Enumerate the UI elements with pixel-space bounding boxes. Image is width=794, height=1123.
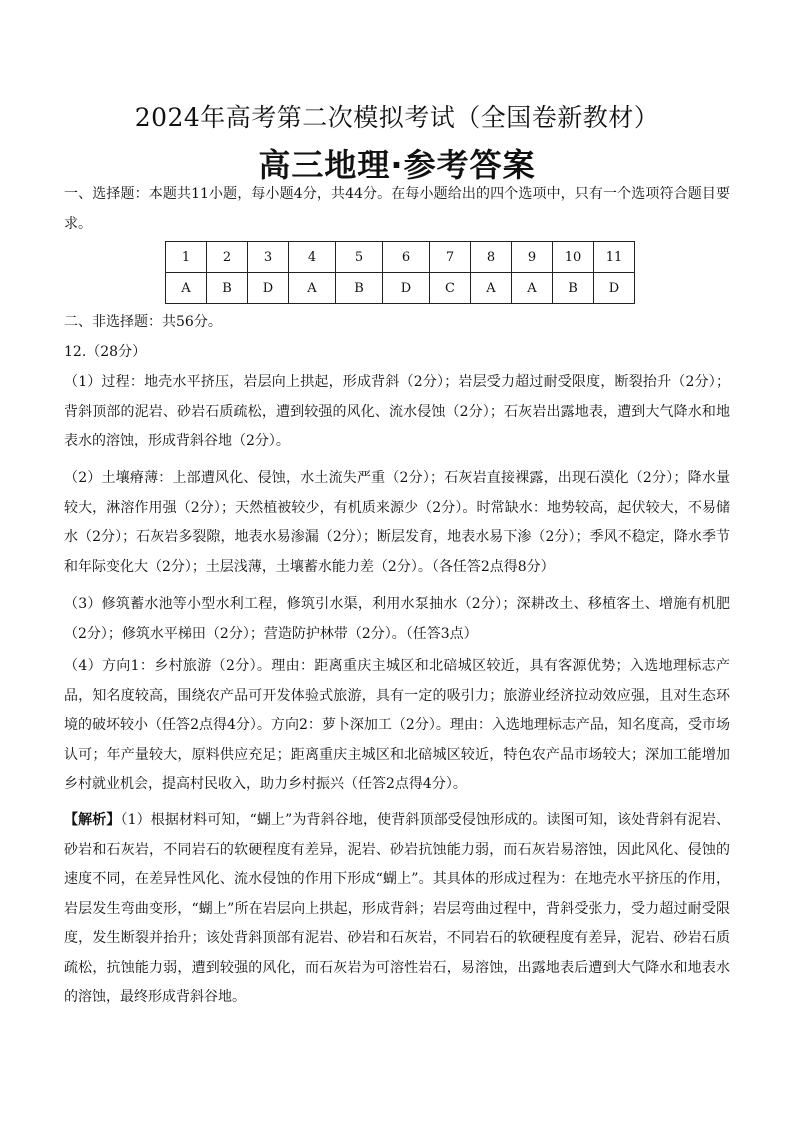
q12-part2-answer: （2）土壤瘠薄：上部遭风化、侵蚀，水土流失严重（2分）；石灰岩直接裸露，出现石漠化（2分）；降水量较大，淋溶作用强（2分）；天然植被较少，有机质来源少（2分）。时常缺水：地势较高，起伏较大，不易储水（2分）；石灰岩多裂隙，地表水易渗漏（2分）；断层发育，地表水易下渗（2分）；季风不稳定，降水季节和年际变化大（2分）；土层浅薄，土壤蓄水能力差（2分）。（各任答2点得8分） [64, 470, 730, 575]
question-number-cell: 8 [471, 242, 512, 273]
answer-table-number-row [166, 242, 635, 273]
q12-part4-answer: （4）方向1：乡村旅游（2分）。理由：距离重庆主城区和北碚城区较近，具有客源优势；入选地理标志产品，知名度较高，围绕农产品可开发体验式旅游，具有一定的吸引力；旅游业经济拉动效应强，且对生态环境的破坏较小（任答2点得4分）。方向2：萝卜深加工（2分）。理由：入选地理标志产品，知名度高，受市场认可；年产量较大，原料供应充足；距离重庆主城区和北碚城区较近，特色农产品市场较大；深加工能增加乡村就业机会，提高村民收入，助力乡村振兴（任答2点得4分）。 [64, 658, 730, 792]
q12-part1-answer: （1）过程：地壳水平挤压，岩层向上拱起，形成背斜（2分）；岩层受力超过耐受限度，断裂抬升（2分）；背斜顶部的泥岩、砂岩石质疏松，遭到较强的风化、流水侵蚀（2分）；石灰岩出露地表，遭到大气降水和地表水的溶蚀，形成背斜谷地（2分）。 [64, 374, 730, 449]
answer-cell: D [594, 273, 635, 304]
answer-cell: A [166, 273, 207, 304]
question-number-cell: 5 [336, 242, 383, 273]
question-number-cell: 2 [207, 242, 248, 273]
answer-cell: D [383, 273, 430, 304]
analysis-text: （1）根据材料可知，“蝴上”为背斜谷地，使背斜顶部受侵蚀形成的。读图可知，该处背斜有泥岩、砂岩和石灰岩，不同岩石的软硬程度有差异，泥岩、砂岩抗蚀能力弱，而石灰岩易溶蚀，因此风化、侵蚀的速度不同，在差异性风化、流水侵蚀的作用下形成“蝴上”。其具体的形成过程为：在地壳水平挤压的作用，岩层发生弯曲变形，“蝴上”所在岩层向上拱起，形成背斜；岩层弯曲过程中，背斜受张力，受力超过耐受限度，发生断裂并抬升；该处背斜顶部有泥岩、砂岩和石灰岩，不同岩石的软硬程度有差异，泥岩、砂岩石质疏松，抗蚀能力弱，遭到较强的风化，而石灰岩为可溶性岩石，易溶蚀，出露地表后遭到大气降水和地表水的溶蚀，最终形成背斜谷地。 [64, 812, 730, 1005]
question-number-cell: 4 [289, 242, 336, 273]
section2-heading: 二、非选择题：共56分。 [64, 314, 222, 330]
question12-heading: 12.（28分） [64, 344, 147, 360]
q12-part3-answer: （3）修筑蓄水池等小型水利工程，修筑引水渠，利用水泵抽水（2分）；深耕改土、移植客土、增施有机肥（2分）；修筑水平梯田（2分）；营造防护林带（2分）。（任答3点） [64, 596, 730, 642]
q12-analysis [64, 806, 730, 1013]
question-number-cell: 9 [512, 242, 553, 273]
answer-cell: D [248, 273, 289, 304]
exam-title: 2024年高考第二次模拟考试（全国卷新教材） [134, 103, 660, 132]
question-number-cell: 1 [166, 242, 207, 273]
answer-table [165, 241, 635, 304]
answer-cell: B [336, 273, 383, 304]
question-number-cell: 3 [248, 242, 289, 273]
answer-cell: A [471, 273, 512, 304]
question-number-cell: 11 [594, 242, 635, 273]
section1-instructions: 一、选择题：本题共11小题，每小题4分，共44分。在每小题给出的四个选项中，只有一个选项符合题目要求。 [64, 186, 730, 232]
question-number-cell: 10 [553, 242, 594, 273]
page-subtitle: 高三地理·参考答案 [258, 146, 536, 184]
question-number-cell: 6 [383, 242, 430, 273]
answer-cell: C [430, 273, 471, 304]
question-number-cell: 7 [430, 242, 471, 273]
answer-cell: B [553, 273, 594, 304]
answer-cell: A [289, 273, 336, 304]
answer-table-answer-row [166, 273, 635, 304]
answer-cell: B [207, 273, 248, 304]
answer-cell: A [512, 273, 553, 304]
analysis-label: 【解析】 [64, 812, 121, 828]
